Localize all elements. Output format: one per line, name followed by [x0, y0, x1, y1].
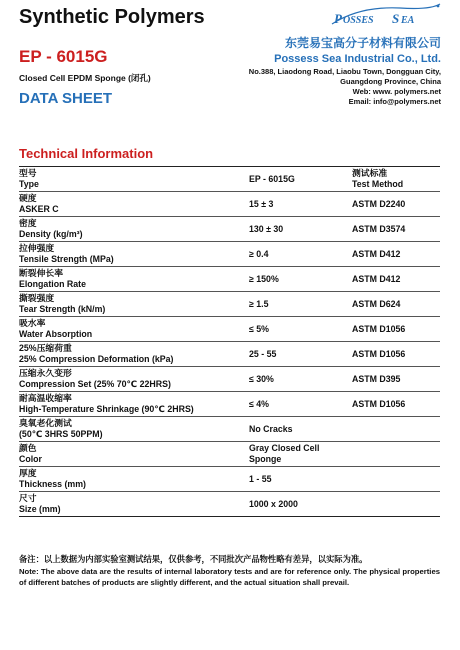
test-method: ASTM D2240: [352, 198, 406, 209]
property-label-cn: 密度: [19, 218, 37, 228]
table-row: [19, 467, 440, 492]
property-cell: [19, 392, 249, 417]
table-row: [19, 317, 440, 342]
test-method: ASTM D624: [352, 298, 401, 309]
method-cell: [352, 392, 440, 417]
method-cell: [352, 417, 440, 442]
property-label-en: Thickness (mm): [19, 479, 86, 489]
method-cell: [352, 292, 440, 317]
method-cell: [352, 442, 440, 467]
property-value: Gray Closed Cell Sponge: [249, 443, 320, 464]
property-label-cn: 25%压缩荷重: [19, 343, 72, 353]
svg-text:OSSES: OSSES: [343, 15, 374, 26]
value-cell: [249, 417, 352, 442]
property-cell: [19, 192, 249, 217]
property-value: 1000 x 2000: [249, 498, 298, 509]
test-method: Test Method: [352, 179, 404, 189]
value-cell: [249, 467, 352, 492]
value-cell: [249, 392, 352, 417]
property-cell: [19, 292, 249, 317]
section-title: Technical Information: [19, 146, 154, 161]
table-row: [19, 217, 440, 242]
property-cell: [19, 417, 249, 442]
property-label-cn: 拉伸强度: [19, 243, 55, 253]
value-cell: [249, 442, 352, 467]
property-cell: [19, 267, 249, 292]
test-method-cn: 测试标准: [352, 168, 388, 178]
property-label-cn: 硬度: [19, 193, 37, 203]
svg-text:S: S: [392, 11, 400, 26]
value-cell: [249, 292, 352, 317]
company-name-en: Possess Sea Industrial Co., Ltd.: [274, 53, 441, 65]
table-row: [19, 167, 440, 192]
test-method: ASTM D1056: [352, 398, 406, 409]
test-method: ASTM D3574: [352, 223, 406, 234]
value-cell: [249, 367, 352, 392]
property-label-cn: 断裂伸长率: [19, 268, 63, 278]
table-row: [19, 342, 440, 367]
property-label-cn: 臭氧老化测试: [19, 418, 72, 428]
property-value: ≥ 150%: [249, 273, 279, 284]
page-title: Synthetic Polymers: [19, 6, 205, 28]
table-row: [19, 367, 440, 392]
method-cell: [352, 492, 440, 517]
property-label-cn: 厚度: [19, 468, 37, 478]
property-label-en: Water Absorption: [19, 329, 93, 339]
table-row: [19, 492, 440, 517]
property-value: 25 - 55: [249, 348, 277, 359]
method-cell: [352, 467, 440, 492]
property-label-cn: 耐高温收缩率: [19, 393, 72, 403]
property-value: ≥ 0.4: [249, 248, 269, 259]
property-label-en: 25% Compression Deformation (kPa): [19, 354, 174, 364]
method-cell: [352, 367, 440, 392]
property-label-en: Density (kg/m³): [19, 229, 83, 239]
company-web[interactable]: Web: www. polymers.net: [352, 87, 441, 96]
company-email[interactable]: Email: info@polymers.net: [348, 97, 441, 106]
property-label-en: Compression Set (25% 70℃ 22HRS): [19, 379, 171, 389]
property-value: ≤ 30%: [249, 373, 274, 384]
property-label-cn: 型号: [19, 168, 37, 178]
property-cell: [19, 467, 249, 492]
property-cell: [19, 492, 249, 517]
table-row: [19, 417, 440, 442]
property-label-en: Elongation Rate: [19, 279, 86, 289]
product-name: Closed Cell EPDM Sponge (闭孔): [19, 73, 151, 83]
test-method: ASTM D412: [352, 248, 401, 259]
svg-text:EA: EA: [401, 15, 415, 26]
table-row: [19, 192, 440, 217]
property-cell: [19, 317, 249, 342]
value-cell: [249, 342, 352, 367]
note-en: Note: The above data are the results of internal laboratory tests and are for reference only. The physical properties of different batches of products are slightly different, and the actual situation shall prevail.: [19, 567, 440, 587]
value-cell: [249, 167, 352, 192]
property-label-cn: 颜色: [19, 443, 37, 453]
property-cell: [19, 367, 249, 392]
test-method: ASTM D1056: [352, 348, 406, 359]
property-label-cn: 吸水率: [19, 318, 46, 328]
property-value: 1 - 55: [249, 473, 272, 484]
table-row: [19, 267, 440, 292]
table-row: [19, 442, 440, 467]
method-cell: [352, 317, 440, 342]
property-cell: [19, 342, 249, 367]
property-cell: [19, 167, 249, 192]
table-row: [19, 292, 440, 317]
property-value: 130 ± 30: [249, 223, 284, 234]
value-cell: [249, 492, 352, 517]
company-logo: [330, 2, 442, 30]
table-row: [19, 392, 440, 417]
method-cell: [352, 167, 440, 192]
method-cell: [352, 192, 440, 217]
property-value: 15 ± 3: [249, 198, 274, 209]
property-label-en: (50℃ 3HRS 50PPM): [19, 429, 103, 439]
table-row: [19, 242, 440, 267]
property-value: ≤ 4%: [249, 398, 269, 409]
value-cell: [249, 267, 352, 292]
value-cell: [249, 317, 352, 342]
note-cn: 备注：以上数据为内部实验室测试结果，仅供参考，不同批次产品物性略有差异，以实际为准。: [19, 554, 368, 564]
method-cell: [352, 242, 440, 267]
company-address-line-1: No.388, Liaodong Road, Liaobu Town, Dongguan City,: [248, 67, 441, 76]
test-method: ASTM D395: [352, 373, 401, 384]
property-label-en: ASKER C: [19, 204, 59, 214]
method-cell: [352, 217, 440, 242]
property-value: ≥ 1.5: [249, 298, 269, 309]
property-label-en: Type: [19, 179, 39, 189]
company-name-cn: 东莞易宝高分子材料有限公司: [284, 36, 441, 50]
value-cell: [249, 217, 352, 242]
spec-table-body: [19, 167, 440, 517]
method-cell: [352, 342, 440, 367]
product-code: EP - 6015G: [19, 47, 108, 66]
property-label-cn: 尺寸: [19, 493, 37, 503]
property-label-en: Color: [19, 454, 42, 464]
test-method: ASTM D1056: [352, 323, 406, 334]
svg-text:P: P: [334, 11, 342, 26]
test-method: ASTM D412: [352, 273, 401, 284]
property-value: EP - 6015G: [249, 173, 295, 184]
property-value: No Cracks: [249, 423, 293, 434]
property-cell: [19, 442, 249, 467]
company-address-line-2: Guangdong Province, China: [340, 77, 441, 86]
property-label-cn: 撕裂强度: [19, 293, 55, 303]
property-cell: [19, 242, 249, 267]
value-cell: [249, 192, 352, 217]
method-cell: [352, 267, 440, 292]
property-cell: [19, 217, 249, 242]
company-info: [249, 36, 441, 107]
document-type: DATA SHEET: [19, 90, 113, 107]
property-label-cn: 压缩永久变形: [19, 368, 72, 378]
value-cell: [249, 242, 352, 267]
property-label-en: Size (mm): [19, 504, 61, 514]
property-label-en: High-Temperature Shrinkage (90℃ 2HRS): [19, 404, 194, 414]
property-label-en: Tear Strength (kN/m): [19, 304, 106, 314]
property-label-en: Tensile Strength (MPa): [19, 254, 114, 264]
spec-table: [19, 166, 440, 517]
property-value: ≤ 5%: [249, 323, 269, 334]
